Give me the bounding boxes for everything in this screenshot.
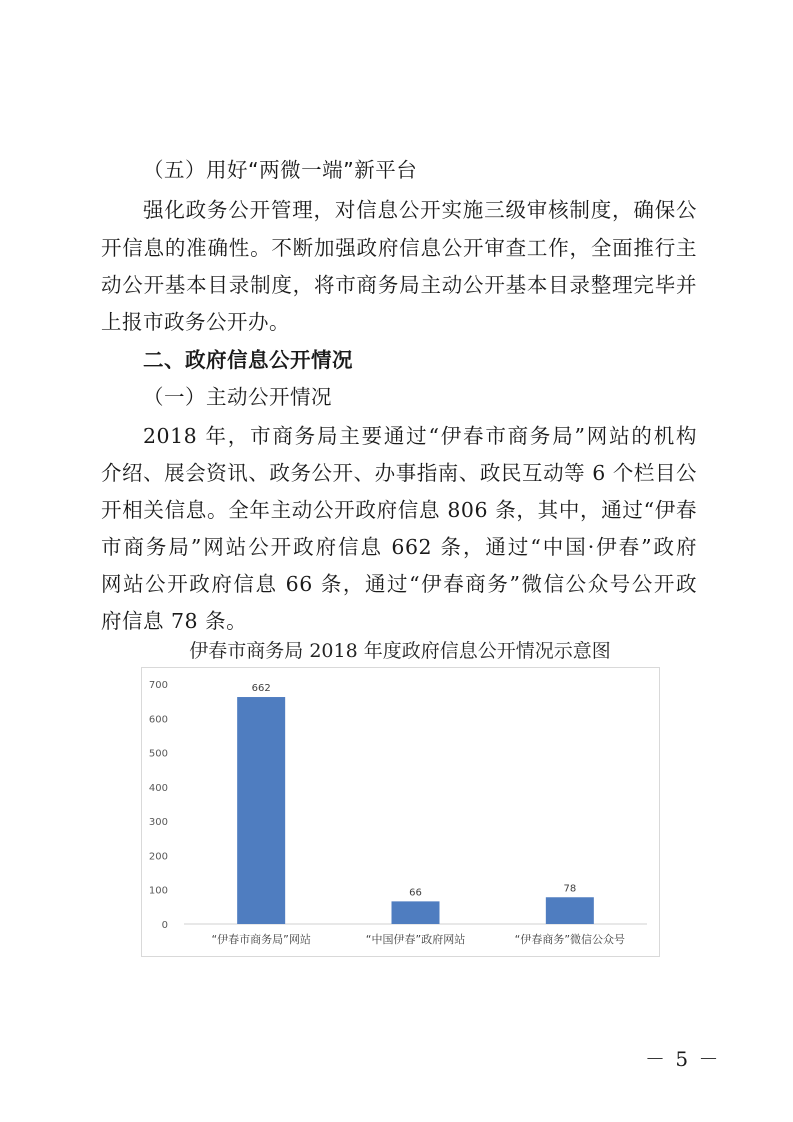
y-tick-label: 0 [161, 920, 168, 931]
bar-data-label: 78 [563, 883, 577, 895]
y-tick-label: 300 [148, 817, 168, 829]
chart-frame [141, 667, 660, 957]
x-category-label: “伊春商务”微信公众号 [514, 933, 626, 946]
paragraph-line: 强化政务公开管理，对信息公开实施三级审核制度，确保公 [143, 198, 697, 222]
bar-chart [142, 668, 659, 956]
part2-heading: 二、政府信息公开情况 [143, 348, 353, 372]
page-number: － 5 － [645, 1047, 721, 1071]
bar-data-label: 662 [251, 683, 271, 695]
chart-caption: 伊春市商务局 2018 年度政府信息公开情况示意图 [189, 640, 611, 662]
bar-data-label: 66 [409, 887, 422, 899]
section5-heading: （五）用好“两微一端”新平台 [143, 158, 418, 182]
bar [237, 697, 285, 924]
y-tick-label: 500 [148, 748, 168, 760]
paragraph-line: 府信息 78 条。 [101, 609, 248, 633]
paragraph-line: 市商务局”网站公开政府信息 662 条，通过“中国·伊春”政府 [101, 535, 697, 559]
paragraph-line: 网站公开政府信息 66 条，通过“伊春商务”微信公众号公开政 [101, 572, 697, 596]
y-tick-label: 400 [148, 782, 168, 794]
bar [546, 897, 594, 924]
y-tick-label: 200 [148, 851, 168, 863]
y-tick-label: 600 [148, 714, 168, 726]
paragraph-line: 2018 年，市商务局主要通过“伊春市商务局”网站的机构 [143, 424, 697, 448]
y-tick-label: 100 [148, 885, 168, 897]
sub1-heading: （一）主动公开情况 [143, 385, 332, 409]
paragraph-line: 开相关信息。全年主动公开政府信息 806 条，其中，通过“伊春 [101, 498, 697, 522]
x-category-label: “伊春市商务局”网站 [211, 933, 311, 946]
y-tick-label: 700 [148, 680, 168, 691]
paragraph-line: 开信息的准确性。不断加强政府信息公开审查工作，全面推行主 [101, 236, 697, 260]
paragraph-line: 上报市政务公开办。 [101, 310, 290, 334]
x-category-label: “中国伊春”政府网站 [365, 933, 466, 946]
bar [392, 901, 440, 924]
paragraph-line: 动公开基本目录制度，将市商务局主动公开基本目录整理完毕并 [101, 273, 697, 297]
paragraph-line: 介绍、展会资讯、政务公开、办事指南、政民互动等 6 个栏目公 [101, 461, 697, 485]
